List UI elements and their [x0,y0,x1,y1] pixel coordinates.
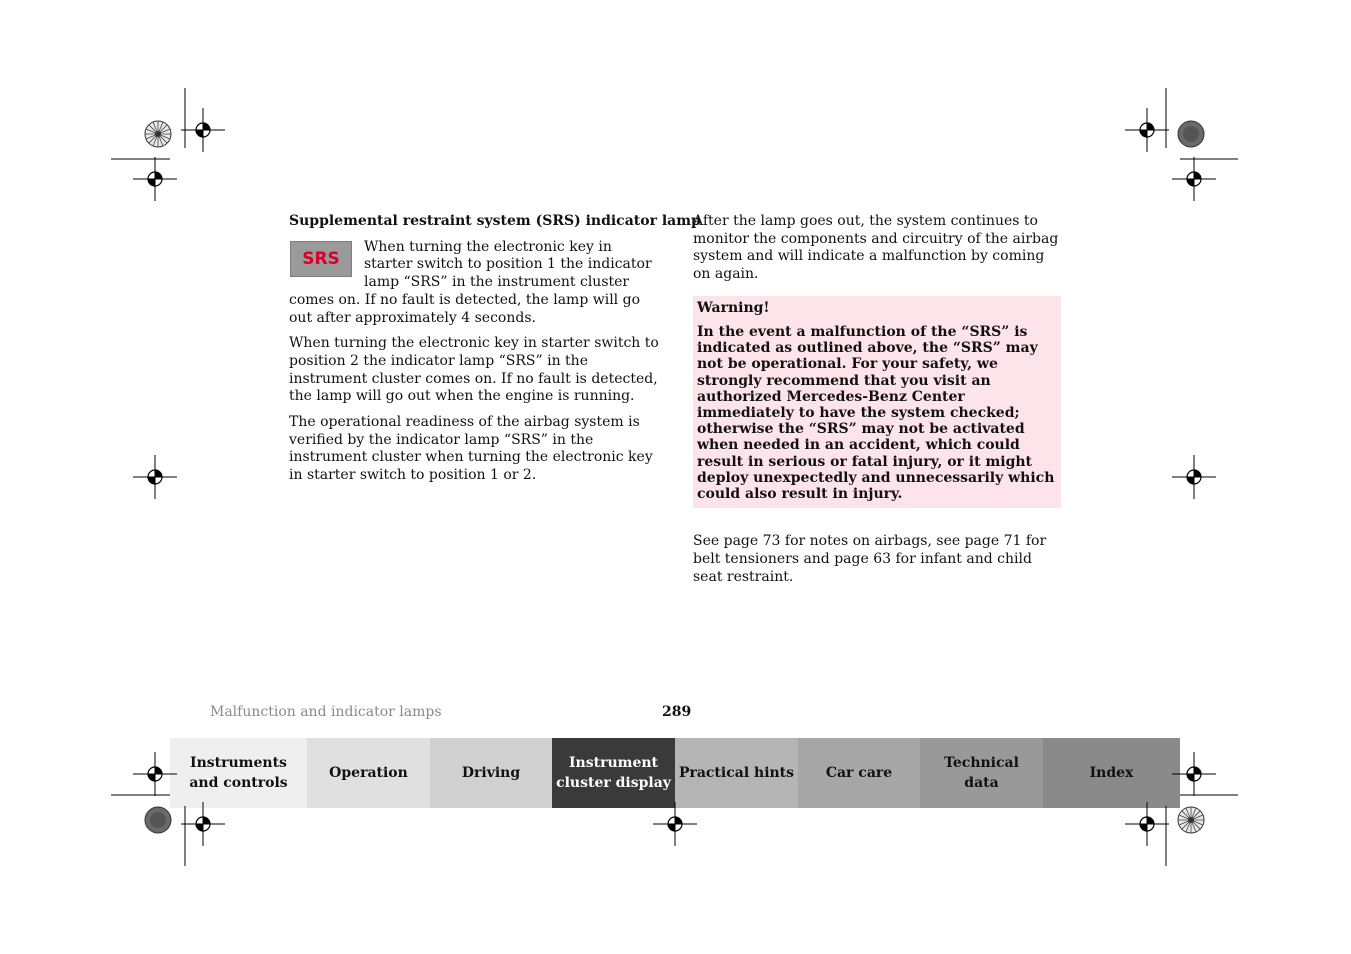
tab-label: Index [1089,765,1134,781]
tab-label: Instrument cluster display [556,755,671,791]
tab-label: Operation [329,765,408,781]
tab-label: Driving [461,765,521,781]
tab-label: Technical data [944,755,1019,791]
section-heading: Supplemental restraint system (SRS) indicator lamp [289,213,701,229]
paragraph-operational-readiness: The operational readiness of the airbag system is verified by the indicator lamp “SRS” in the instrument cluster when turning the electronic key in starter switch to position 1 or 2. [289,414,653,484]
tab-label: Car care [825,765,893,781]
tab-label: Instruments and controls [189,755,288,791]
paragraph-monitoring: After the lamp goes out, the system continues to monitor the components and circuitry of the airbag system and will indicate a malfunction by coming on again. [693,213,1059,283]
chapter-title: Malfunction and indicator lamps [210,704,442,720]
warning-text: In the event a malfunction of the “SRS” is indicated as outlined above, the “SRS” may not be operational. For your safety, we strongly recommend that you visit an authorized Mercedes-Benz Center immediately to have the system checked; otherwise the “SRS” may not be activated when needed in an accident, which could result in serious or fatal injury, or it might deploy unexpectedly and unnecessarily which could also result in injury. [697,324,1055,503]
paragraph-key-position-1: When turning the electronic key in starter switch to position 1 the indicator lamp “SRS” in the instrument cluster comes on. If no fault is detected, the lamp will go out after approximately 4 seconds. [289,238,652,326]
page-number: 289 [662,704,692,720]
srs-indicator-icon: SRS [290,241,352,277]
tab-label: Practical hints [678,765,795,781]
see-also-references: See page 73 for notes on airbags, see page 71 for belt tensioners and page 63 for infant and child seat restraint. [693,533,1047,585]
paragraph-key-position-2: When turning the electronic key in starter switch to position 2 the indicator lamp “SRS” in the instrument cluster comes on. If no fault is detected, the lamp will go out when the engine is running. [289,335,659,405]
warning-title: Warning! [697,299,770,316]
